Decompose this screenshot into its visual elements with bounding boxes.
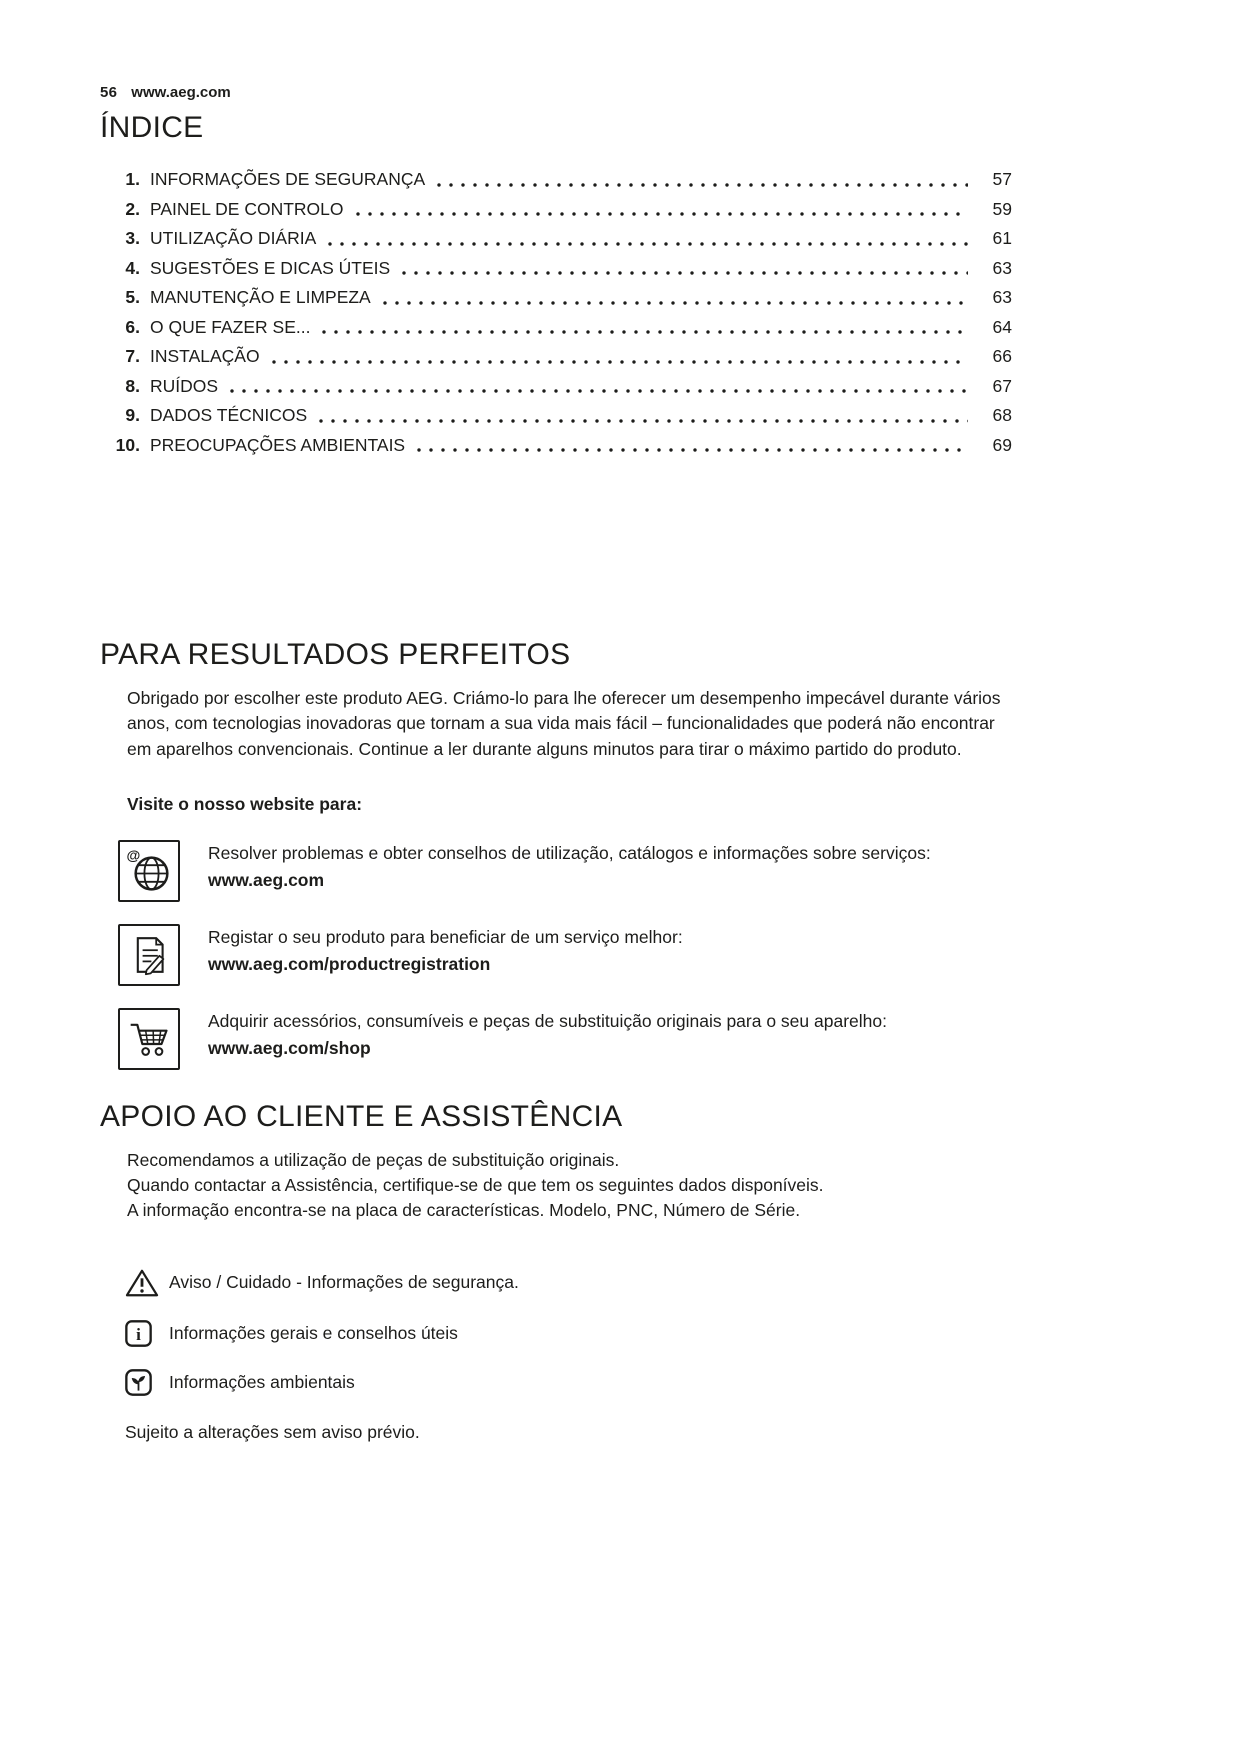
perfect-results-intro: Obrigado por escolher este produto AEG. Criámo-lo para lhe oferecer um desempenho impecável durante vários anos, com tecnologias inovadoras que tornam a sua vida mais fácil – funcionalidades que poderá não encontrar em aparelhos convencionais. Continue a ler durante alguns minutos para tirar o máximo partido do produto. [127, 688, 1001, 759]
toc-entry-number: 2. [125, 198, 140, 219]
dot-leader [433, 165, 968, 195]
toc-entry-page: 67 [992, 375, 1012, 396]
dot-leader [398, 254, 968, 284]
toc-entry[interactable] [100, 342, 1012, 372]
notice-item [125, 1320, 1012, 1347]
website-link-item [118, 840, 1012, 902]
toc-entry-label: INSTALAÇÃO [150, 346, 260, 366]
toc-entry[interactable] [100, 401, 1012, 431]
notice-item [125, 1369, 1012, 1396]
dot-leader [379, 283, 968, 313]
toc-entry-page: 63 [992, 287, 1012, 307]
toc-entry-page: 63 [992, 257, 1012, 278]
svg-text:@: @ [126, 847, 141, 864]
weblink-description: Resolver problemas e obter conselhos de utilização, catálogos e informações sobre serviços: [208, 842, 931, 863]
toc-entry-label: DADOS TÉCNICOS [150, 405, 308, 425]
dot-leader [324, 224, 968, 254]
toc-entry-page: 69 [992, 434, 1012, 455]
toc-entry[interactable] [100, 254, 1012, 284]
website-heading: Visite o nosso website para: [127, 794, 363, 815]
toc-entry-number: 3. [125, 228, 140, 248]
toc-entry-page: 64 [992, 316, 1012, 337]
notice-label: Informações ambientais [169, 1371, 355, 1392]
dot-leader [413, 431, 968, 461]
info-icon [125, 1320, 169, 1347]
notice-label: Aviso / Cuidado - Informações de segurança. [169, 1272, 519, 1293]
dot-leader [268, 342, 968, 372]
customer-care-title: APOIO AO CLIENTE E ASSISTÊNCIA [100, 1099, 623, 1133]
toc-entry[interactable] [100, 313, 1012, 343]
toc-entry-number: 6. [125, 316, 140, 337]
toc-entry-number: 1. [125, 169, 140, 189]
dot-leader [352, 195, 968, 225]
environment-icon [125, 1369, 169, 1396]
toc-entry-number: 7. [125, 346, 140, 366]
weblink-url[interactable]: www.aeg.com/shop [208, 1038, 371, 1059]
shopping-cart-icon [118, 1008, 180, 1070]
toc-entry-label: PAINEL DE CONTROLO [150, 198, 344, 219]
toc-entry-label: MANUTENÇÃO E LIMPEZA [150, 287, 371, 307]
toc-entry[interactable] [100, 283, 1012, 313]
notice-label: Informações gerais e conselhos úteis [169, 1322, 458, 1343]
toc-entry-label: UTILIZAÇÃO DIÁRIA [150, 228, 317, 248]
toc-entry-number: 4. [125, 257, 140, 278]
toc-entry-page: 57 [992, 169, 1012, 189]
table-of-contents [100, 165, 1012, 460]
care-line: Quando contactar a Assistência, certifique-se de que tem os seguintes dados disponíveis. [127, 1174, 824, 1195]
page-number: 56 [100, 84, 118, 101]
weblink-url[interactable]: www.aeg.com [208, 870, 325, 891]
care-line: A informação encontra-se na placa de características. Modelo, PNC, Número de Série. [127, 1200, 801, 1221]
customer-care-text [127, 1148, 1012, 1224]
weblink-description: Adquirir acessórios, consumíveis e peças de substituição originais para o seu aparelho: [208, 1010, 887, 1031]
toc-entry-number: 5. [125, 287, 140, 307]
globe-icon [118, 840, 180, 902]
subject-to-change-note: Sujeito a alterações sem aviso prévio. [125, 1421, 420, 1442]
toc-entry[interactable] [100, 165, 1012, 195]
toc-entry-page: 66 [992, 346, 1012, 366]
weblink-url[interactable]: www.aeg.com/productregistration [208, 954, 491, 975]
dot-leader [226, 372, 968, 402]
care-line: Recomendamos a utilização de peças de substituição originais. [127, 1149, 620, 1170]
dot-leader [315, 401, 968, 431]
toc-entry[interactable] [100, 431, 1012, 461]
toc-entry[interactable] [100, 195, 1012, 225]
toc-entry-number: 9. [125, 405, 140, 425]
header-website: www.aeg.com [131, 84, 231, 101]
warning-icon [125, 1268, 169, 1298]
toc-entry-page: 59 [992, 198, 1012, 219]
toc-entry-number: 8. [125, 375, 140, 396]
toc-entry-page: 61 [992, 228, 1012, 248]
weblink-description: Registar o seu produto para beneficiar de um serviço melhor: [208, 926, 683, 947]
dot-leader [318, 313, 968, 343]
svg-text:i: i [136, 1324, 141, 1344]
notice-item [125, 1268, 1012, 1298]
perfect-results-title: PARA RESULTADOS PERFEITOS [100, 638, 571, 671]
toc-entry[interactable] [100, 224, 1012, 254]
register-document-icon [118, 924, 180, 986]
toc-entry-label: O QUE FAZER SE... [150, 316, 311, 337]
toc-title: ÍNDICE [100, 111, 204, 144]
toc-entry-label: SUGESTÕES E DICAS ÚTEIS [150, 257, 391, 278]
page-header [100, 84, 1012, 101]
toc-entry-number: 10. [115, 434, 140, 455]
toc-entry-page: 68 [992, 405, 1012, 425]
website-link-item [118, 924, 1012, 986]
toc-entry-label: RUÍDOS [150, 375, 219, 396]
toc-entry[interactable] [100, 372, 1012, 402]
toc-entry-label: PREOCUPAÇÕES AMBIENTAIS [150, 434, 406, 455]
toc-entry-label: INFORMAÇÕES DE SEGURANÇA [150, 169, 426, 189]
website-link-item [118, 1008, 1012, 1070]
